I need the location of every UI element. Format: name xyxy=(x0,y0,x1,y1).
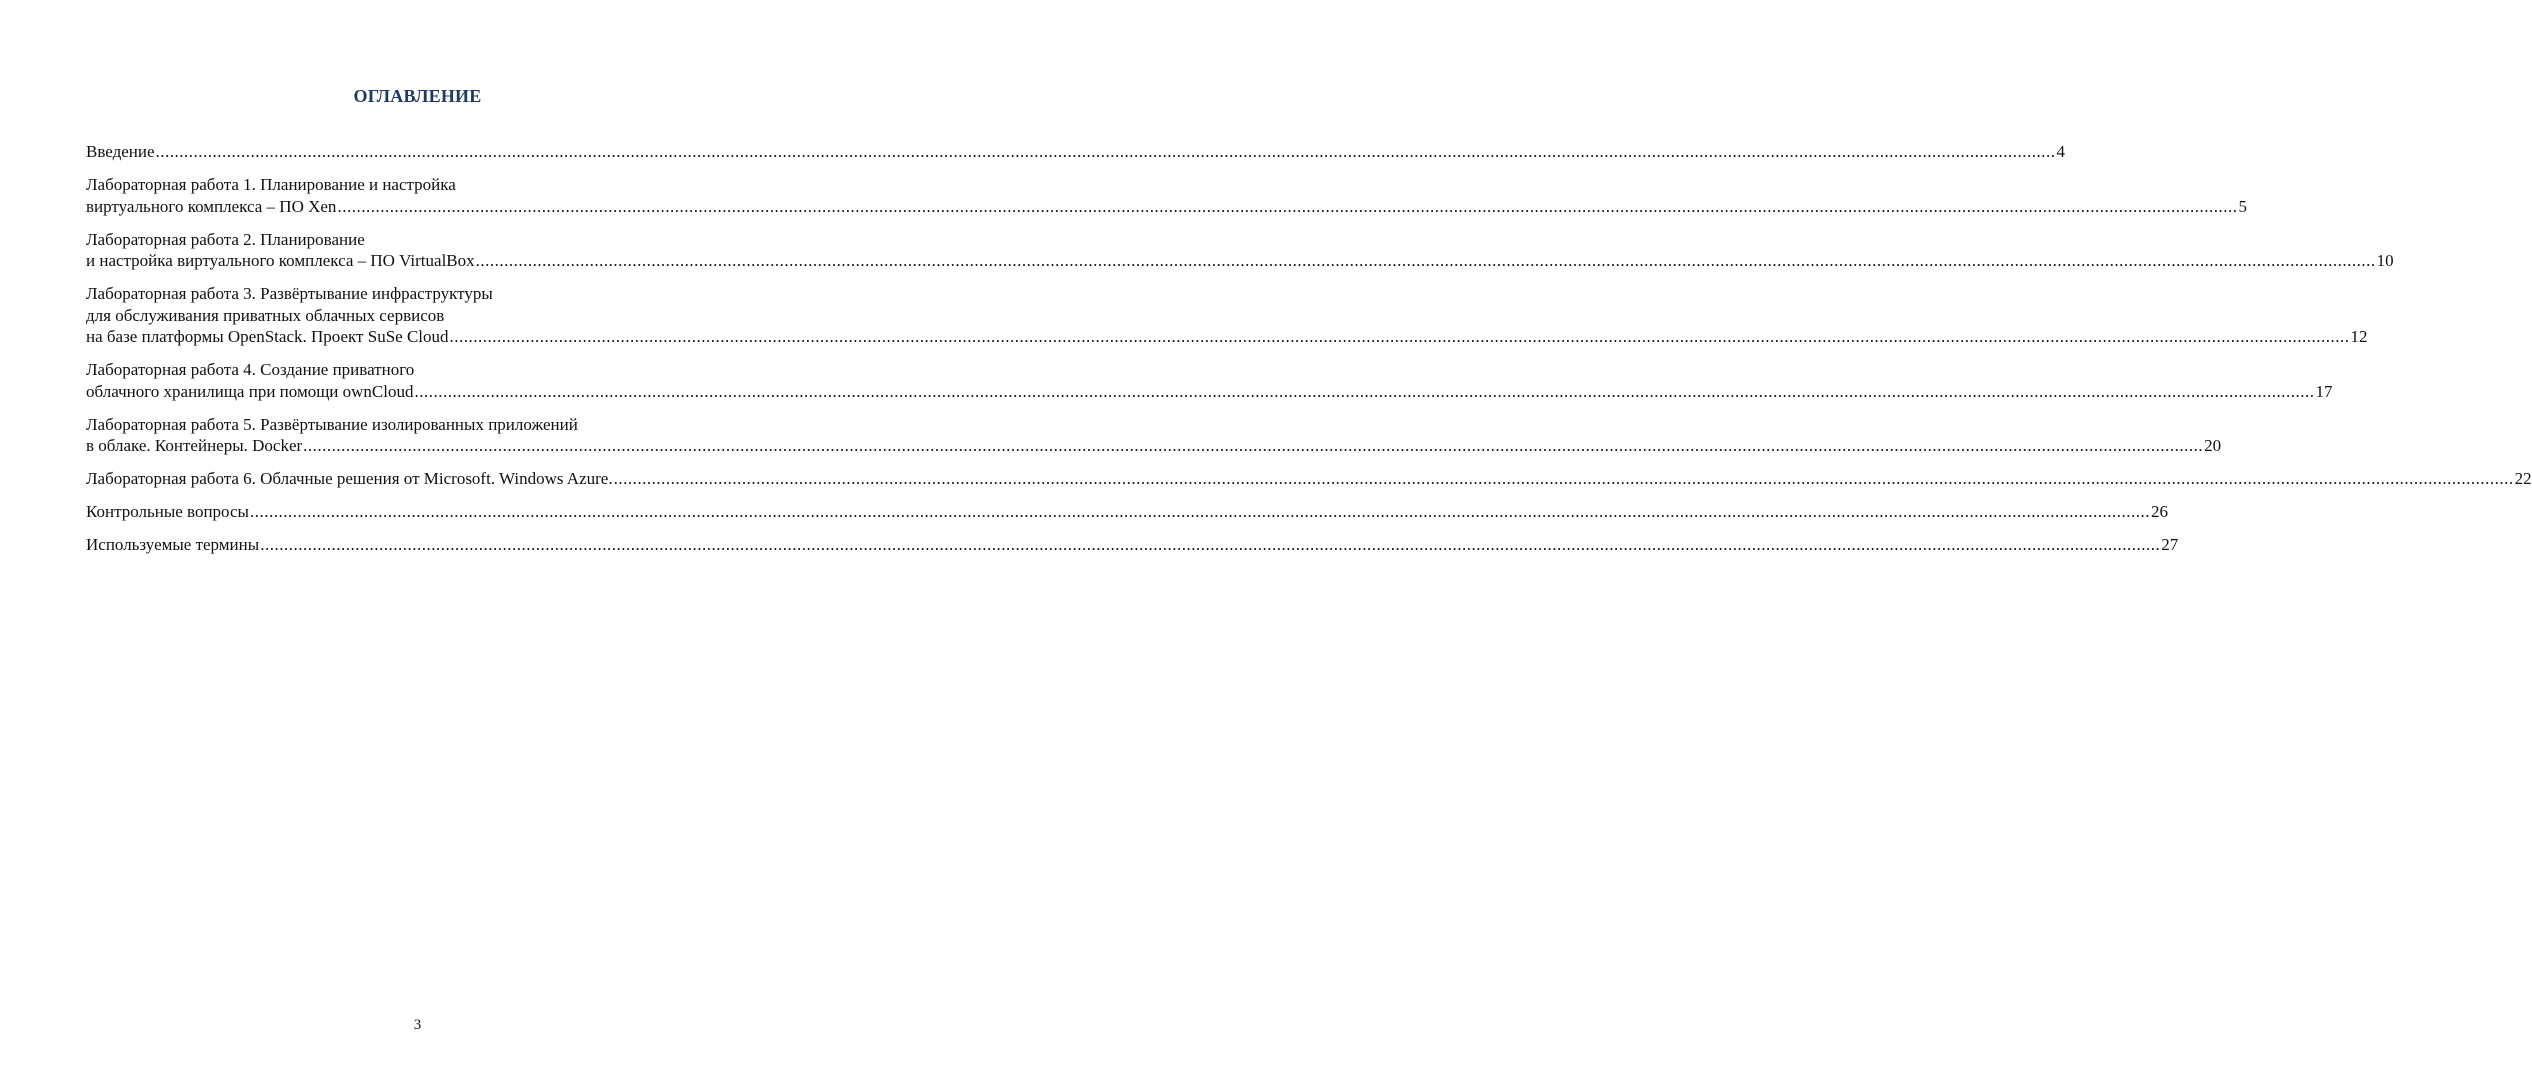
toc-page-number: 5 xyxy=(2238,196,2247,216)
toc-entry-text: для обслуживания приватных облачных сервисов xyxy=(86,305,445,325)
page-number: 3 xyxy=(413,1017,422,1033)
dot-leader: ................................................................................................................................................................................................................................................................................................................................................................................................................ xyxy=(303,436,2204,455)
toc-entry[interactable] xyxy=(86,501,2168,523)
toc-entry-text: Лабораторная работа 2. Планирование xyxy=(86,229,365,249)
toc-entry-text: Лабораторная работа 1. Планирование и настройка xyxy=(86,175,456,194)
toc-entry[interactable] xyxy=(86,174,2247,217)
dot-leader: ................................................................................................................................................................................................................................................................................................................................................................................................................ xyxy=(337,196,2238,216)
dot-leader: ................................................................................................................................................................................................................................................................................................................................................................................................................ xyxy=(449,327,2350,346)
toc-entry-text: Лабораторная работа 3. Развёртывание инфраструктуры xyxy=(86,284,493,303)
toc-entry-text: Лабораторная работа 5. Развёртывание изолированных приложений xyxy=(86,414,578,434)
toc-entry[interactable] xyxy=(86,534,2179,556)
toc-page-number: 17 xyxy=(2315,381,2333,401)
dot-leader: ................................................................................................................................................................................................................................................................................................................................................................................................................ xyxy=(475,251,2376,270)
toc-page-number: 27 xyxy=(2161,535,2179,554)
toc-entry-text: Введение xyxy=(86,142,155,161)
page-title: ОГЛАВЛЕНИЕ xyxy=(353,86,482,106)
dot-leader: ................................................................................................................................................................................................................................................................................................................................................................................................................ xyxy=(613,469,2514,488)
toc-entry-text: виртуального комплекса – ПО Xen xyxy=(86,196,337,216)
toc-entry-text: Лабораторная работа 6. Облачные решения от Microsoft. Windows Azure. xyxy=(86,469,613,488)
dot-leader: ................................................................................................................................................................................................................................................................................................................................................................................................................ xyxy=(155,142,2056,161)
toc-entry[interactable] xyxy=(86,283,2368,348)
toc-entry-text: на базе платформы OpenStack. Проект SuSe Cloud xyxy=(86,327,449,346)
toc-entry-text: Используемые термины xyxy=(86,535,260,554)
toc-entry-text: Контрольные вопросы xyxy=(86,502,249,521)
toc-entry[interactable] xyxy=(86,229,2394,272)
dot-leader: ................................................................................................................................................................................................................................................................................................................................................................................................................ xyxy=(260,535,2161,554)
dot-leader: ................................................................................................................................................................................................................................................................................................................................................................................................................ xyxy=(249,502,2150,521)
toc-page-number: 10 xyxy=(2376,251,2394,270)
toc-page-number: 22 xyxy=(2514,469,2532,488)
table-of-contents xyxy=(86,141,2532,567)
toc-page-number: 20 xyxy=(2204,436,2222,455)
toc-entry-text: облачного хранилища при помощи ownCloud xyxy=(86,381,414,401)
toc-page-number: 12 xyxy=(2350,327,2368,346)
toc-page-number: 4 xyxy=(2056,142,2066,161)
toc-entry[interactable] xyxy=(86,359,2333,402)
toc-entry-text: и настройка виртуального комплекса – ПО VirtualBox xyxy=(86,251,475,270)
toc-entry[interactable] xyxy=(86,468,2532,490)
toc-entry[interactable] xyxy=(86,141,2066,163)
toc-entry[interactable] xyxy=(86,414,2222,457)
toc-page-number: 26 xyxy=(2150,502,2168,521)
dot-leader: ................................................................................................................................................................................................................................................................................................................................................................................................................ xyxy=(414,381,2315,401)
toc-entry-text: Лабораторная работа 4. Создание приватного xyxy=(86,360,415,379)
toc-entry-text: в облаке. Контейнеры. Docker xyxy=(86,436,303,455)
